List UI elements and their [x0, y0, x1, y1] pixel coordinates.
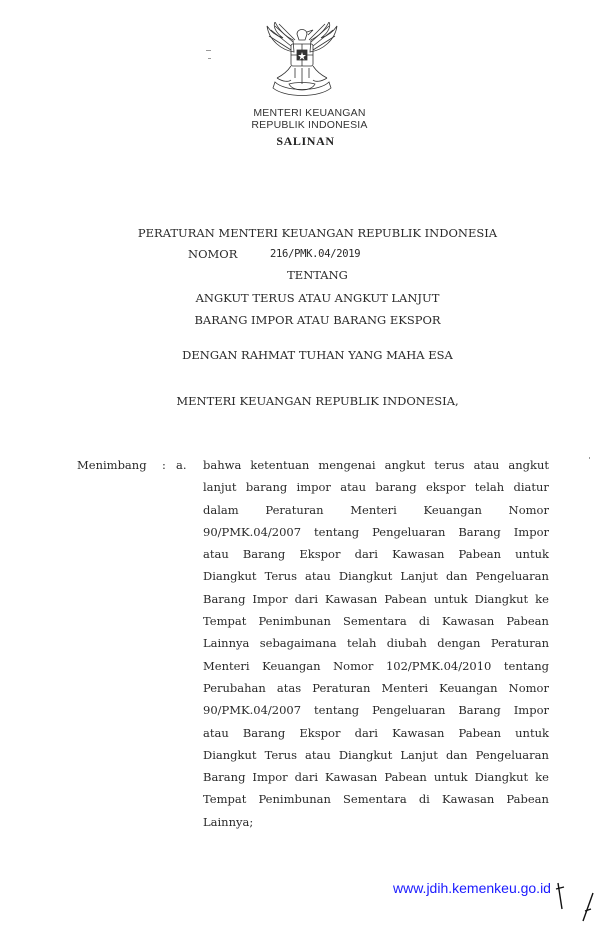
- considerations-colon: :: [162, 458, 166, 472]
- text-line: Menteri Keuangan Nomor 102/PMK.04/2010 tentang: [203, 658, 549, 673]
- text-line: Tempat Penimbunan Sementara di Kawasan Pabean: [203, 614, 549, 629]
- tentang-label: TENTANG: [287, 268, 348, 282]
- text-line: Barang Impor dari Kawasan Pabean untuk Diangkut ke: [203, 591, 549, 606]
- subject-line-1: ANGKUT TERUS ATAU ANGKUT LANJUT: [195, 291, 440, 305]
- scan-speck: [589, 457, 590, 459]
- text-line: lanjut barang impor atau barang ekspor telah diatur: [203, 480, 549, 495]
- preamble: DENGAN RAHMAT TUHAN YANG MAHA ESA: [182, 348, 453, 362]
- text-line: atau Barang Ekspor dari Kawasan Pabean untuk: [203, 547, 549, 562]
- text-line: atau Barang Ekspor dari Kawasan Pabean untuk: [203, 725, 549, 740]
- nomor-value: 216/PMK.04/2019: [270, 248, 361, 260]
- nomor-label: NOMOR: [188, 247, 238, 261]
- text-line: Lainnya;: [203, 814, 254, 829]
- text-line: Diangkut Terus atau Diangkut Lanjut dan Pengeluaran: [203, 747, 549, 762]
- subject-line-2: BARANG IMPOR ATAU BARANG EKSPOR: [194, 313, 441, 327]
- regulation-title: PERATURAN MENTERI KEUANGAN REPUBLIK INDONESIA: [137, 226, 498, 240]
- ministry-name: MENTERI KEUANGAN: [253, 107, 366, 119]
- item-letter: a.: [176, 458, 187, 472]
- handwritten-initial-icon: [555, 875, 605, 925]
- text-line: Perubahan atas Peraturan Menteri Keuangan Nomor: [203, 680, 549, 695]
- text-line: Barang Impor dari Kawasan Pabean untuk Diangkut ke: [203, 770, 549, 785]
- text-line: Tempat Penimbunan Sementara di Kawasan Pabean: [203, 792, 549, 807]
- text-line: 90/PMK.04/2007 tentang Pengeluaran Barang Impor: [203, 703, 549, 718]
- country-name: REPUBLIK INDONESIA: [251, 119, 368, 131]
- text-line: bahwa ketentuan mengenai angkut terus atau angkut: [203, 458, 549, 472]
- text-line: Lainnya sebagaimana telah diubah dengan Peraturan: [203, 636, 549, 651]
- text-line: 90/PMK.04/2007 tentang Pengeluaran Barang Impor: [203, 524, 549, 539]
- scan-speck: [208, 58, 211, 59]
- considerations-label: Menimbang: [77, 458, 147, 472]
- issuer: MENTERI KEUANGAN REPUBLIK INDONESIA,: [176, 394, 459, 408]
- consideration-a-text: [203, 458, 549, 837]
- jdih-website-link[interactable]: www.jdih.kemenkeu.go.id: [393, 880, 551, 896]
- text-line: Diangkut Terus atau Diangkut Lanjut dan Pengeluaran: [203, 569, 549, 584]
- garuda-emblem-icon: [261, 22, 343, 100]
- scan-speck: [206, 50, 211, 51]
- text-line: dalam Peraturan Menteri Keuangan Nomor: [203, 502, 549, 517]
- copy-stamp: SALINAN: [276, 134, 335, 148]
